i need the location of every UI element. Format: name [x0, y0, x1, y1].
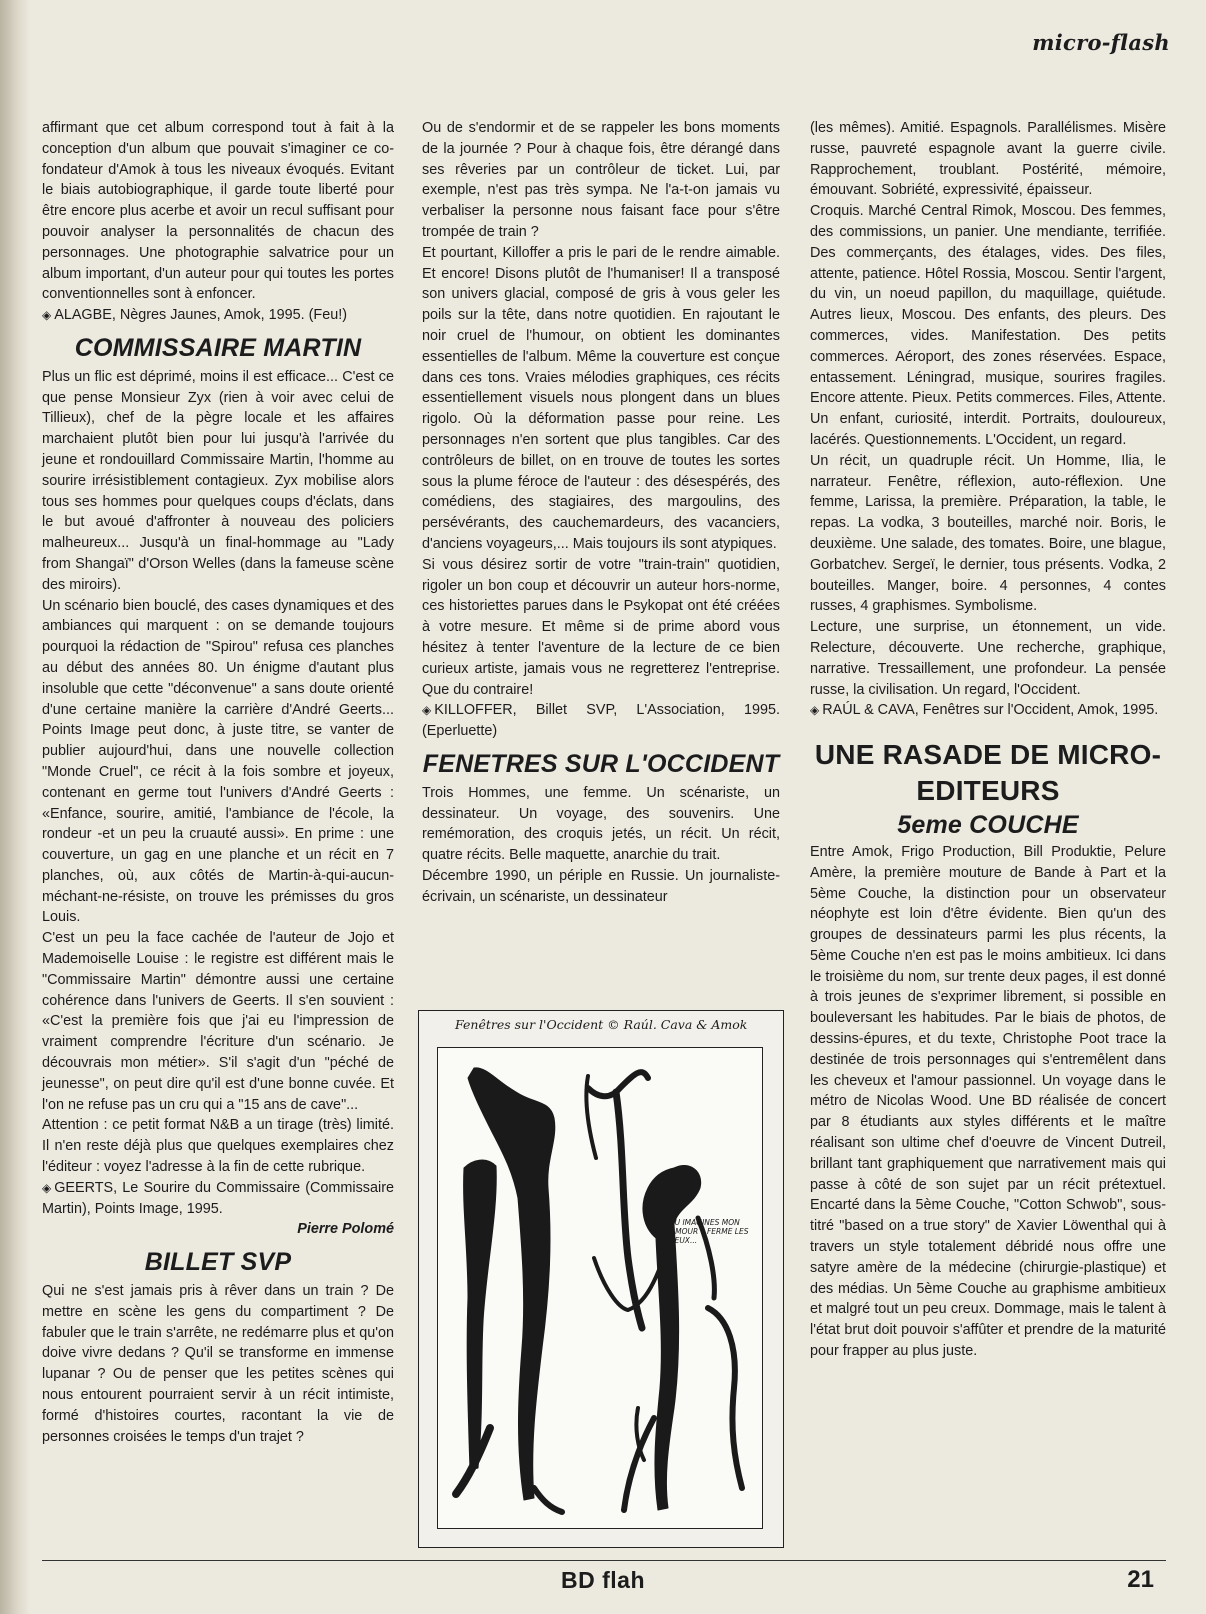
diamond-bullet-icon: ◈	[422, 703, 432, 718]
column-1	[42, 118, 394, 1447]
paragraph: Ou de s'endormir et de se rappeler les bons moments de la journée ? Pour à chaque fois, être dérangé dans ses rêveries par un contrôleur de ticket. Lui, par exemple, n'est pas très sympa. Ne l'a-t-on jamais vu verbaliser la personne nous faisant face pour s'être trompée de train ?	[422, 120, 780, 240]
diamond-bullet-icon: ◈	[810, 703, 820, 718]
diamond-bullet-icon: ◈	[42, 308, 52, 323]
illustration-frame	[437, 1047, 763, 1529]
paragraph: Décembre 1990, un périple en Russie. Un journaliste-écrivain, un scénariste, un dessinateur	[422, 867, 780, 905]
paragraph: Trois Hommes, une femme. Un scénariste, un dessinateur. Un voyage, des souvenirs. Une remémoration, des croquis jetés, un récit. Un récit, quatre récits. Belle maquette, anarchie du trait.	[422, 784, 780, 864]
page-edge-shadow	[0, 0, 30, 1614]
heading-fenetres-sur-occident: FENETRES SUR L'OCCIDENT	[422, 749, 780, 778]
column-3	[810, 118, 1166, 1362]
paragraph: C'est un peu la face cachée de l'auteur de Jojo et Mademoiselle Louise : le registre est différent mais le "Commissaire Martin" démontre aussi une certaine cohérence dans l'univers de Geerts. Il s'en souvient : «C'est la première fois que j'ai eu l'impression de vraiment comprendre l'écriture d'un scénario. Je découvrais mon métier». S'il s'agit d'un "péché de jeunesse", on peut dire qu'il est d'une bonne cuvée. Et l'on ne refuse pas un cru qui a "15 ans de cave"...	[42, 930, 394, 1113]
column-2	[422, 118, 780, 907]
credit-raul-cava: ◈ RAÚL & CAVA, Fenêtres sur l'Occident, Amok, 1995.	[810, 702, 1159, 719]
figure-caption: Fenêtres sur l'Occident © Raúl. Cava & Amok	[455, 1017, 748, 1032]
heading-5eme-couche: 5eme COUCHE	[897, 811, 1079, 840]
paragraph: Un scénario bien bouclé, des cases dynamiques et des ambiances qui marquent : on se demande toujours pourquoi la rédaction de "Spirou" refusa ces planches au début des années 80. Un énigme d'autant plus insoluble que cette "déconvenue" a sans doute orienté d'une certaine manière la carrière d'André Geerts... Points Image peut donc, à juste titre, se vanter de publier aujourd'hui, dans une nouvelle collection "Monde Cruel", ce récit à la fois sombre et joyeux, contenant en germe tout l'univers d'André Geerts : «Enfance, sourire, amitié, l'ambiance de l'école, la rondeur -et un peu la cruauté aussi». En prime : une couverture, un gag en une planche et un récit en 7 planches, où, aux côtés de Martin-à-qui-aucun-méchant-ne-résiste, on trouve les prémisses du gros Louis.	[42, 597, 394, 926]
heading-commissaire-martin: COMMISSAIRE MARTIN	[74, 333, 362, 362]
paragraph: Un récit, un quadruple récit. Un Homme, Ilia, le narrateur. Fenêtre, réflexion, auto-réflexion. Une femme, Larissa, la première. Préparation, la table, le repas. La vodka, 3 bouteilles, marché noir. Boris, le deuxième. Une salade, des tomates. Boire, une blague, Gorbatchev. Sergeï, le dernier, tous présents. Vodka, 2 bouteilles. Manger, boire. 4 personnes, 4 contes russes, 4 graphismes. Symbolisme.	[810, 452, 1166, 615]
credit-killoffer: ◈ KILLOFFER, Billet SVP, L'Association, 1995. (Eperluette)	[422, 702, 780, 740]
section-header: micro-flash	[1032, 30, 1170, 55]
author-signature: Pierre Polomé	[297, 1221, 394, 1238]
diamond-bullet-icon: ◈	[42, 1180, 52, 1195]
paragraph: Qui ne s'est jamais pris à rêver dans un train ? De mettre en scène les gens du compartiment ? De fabuler que le train s'arrête, ne redémarre plus et qu'on doive vivre dedans ? Qu'il se transforme en immense lupanar ? Ou de penser que les petites scènes qui nous entourent pourraient servir à un récit intimiste, formé d'histoires courtes, racontant la vie de personnes croisées le temps d'un trajet ?	[42, 1283, 394, 1445]
paragraph: Entre Amok, Frigo Production, Bill Produktie, Pelure Amère, la première mouture de Bande à Part et la 5ème Couche, la distinction pour un observateur néophyte est loin d'être évidente. Bien qu'un des groupes de dessinateurs parmi les plus récents, la 5ème Couche n'en est pas le moins ambitieux. Ici dans le troisième du nom, sur trente deux pages, il est donné à trois jeunes de s'exprimer librement, si possible en bouleversant les habitudes. Par le biais de photos, de dessins-épures, et du texte, Christophe Poot trace la destinée de trois personnages qui s'entremêlent dans les cheveux et l'amour passionnel. Un voyage dans le métro de Nicolas Wood. Une BD réalisée de concert par 8 étudiants aux styles différents et le maître réalisant son ultime chef d'oeuvre de Vincent Dutreil, brillant tant graphiquement que narrativement mais qui passe à côté de son sujet par un récit prétextuel. Encarté dans la 5ème Couche, "Cotton Schwob", sous-titré "based on a true story" de Xavier Löwenthal qui à travers un style totalement débridé nous offre une satyre amère de la médecine (chirurgie-plastique) et des médias. Un 5ème Couche au graphisme ambitieux et malgré tout un peu creux. Dommage, mais le talent à l'état brut doit pouvoir s'affûter et prendre de la maturité pour frapper au plus juste.	[810, 843, 1166, 1360]
credit-alagbe: ◈ ALAGBE, Nègres Jaunes, Amok, 1995. (Feu!)	[42, 307, 347, 324]
footer-rule	[42, 1560, 1166, 1561]
paragraph: Et pourtant, Killoffer a pris le pari de le rendre aimable. Et encore! Disons plutôt de l'humaniser! Il a transposé son univers glacial, composé de gris à vous geler les poils sur la tête, dans notre quotidien. En rajoutant le noir cruel de l'humour, on obtient les dominantes essentielles de l'album. Même la couverture est conçue dans ces tons. Vraies mélodies graphiques, ces récits essentiellement visuels nous plongent dans un blues rigolo. Où la déformation passe pour reine. Les personnages n'en sortent que plus tangibles. Car des contrôleurs de billet, on en trouve de toutes les sortes sous la plume féroce de l'auteur : des désespérés, des comédiens, des stagiaires, des margoulins, des persévérants, des cauchemardeurs, des vacanciers, d'anciens voyageurs,... Mais toujours ils sont atypiques.	[422, 244, 780, 552]
illustration-box	[418, 1010, 784, 1548]
paragraph: Si vous désirez sortir de votre "train-train" quotidien, rigoler un bon coup et découvrir un auteur hors-norme, ces historiettes parues dans le Psykopat ont été créées à votre mesure. Et même si de prime abord vous hésitez à tenter l'aventure de la lecture de ce bien curieux artiste, jamais vous ne regretterez l'entreprise. Que du contraire!	[422, 556, 780, 698]
page-number: 21	[1127, 1566, 1154, 1593]
footer-magazine-name: BD flah	[561, 1567, 645, 1593]
heading-rasade-micro-editeurs: UNE RASADE DE MICRO-EDITEURS	[814, 739, 1162, 807]
paragraph: (les mêmes). Amitié. Espagnols. Parallélismes. Misère russe, pauvreté espagnole avant la guerre civile. Rapprochement, troublant. Postérité, mémoire, émouvant. Sobriété, expressivité, épaisseur.	[810, 120, 1166, 199]
speech-bubble-text: TU IMAGINES MON AMOUR ? FERME LES YEUX...	[670, 1218, 749, 1245]
paragraph: Croquis. Marché Central Rimok, Moscou. Des femmes, des commissions, un panier. Une mendiante, terrifiée. Des commerçants, des étalages, vides. Des files, attente, patience. Hôtel Rossia, Moscou. Sentir l'argent, du vin, un noeud papillon, du maquillage, quiétude. Autres lieux, Moscou. Des enfants, des pleurs. Des commerces, vides. Manifestation. Des petits commerces. Aéroport, des zones réservées. Espace, entassement. Léningrad, musique, sourires fragiles. Encore attente. Pieux. Petits commerces. Files, Attente. Un enfant, curiosité, interdit. Portraits, douloureux, lacérés. Questionnements. L'Occident, un regard.	[810, 203, 1166, 448]
paragraph: Plus un flic est déprimé, moins il est efficace... C'est ce que pense Monsieur Zyx (rien à voir avec celui de Tillieux), chef de la pègre locale et les affaires marchaient plutôt bien pour lui jusqu'à l'arrivée du jeune et rondouillard Commissaire Martin, l'homme au sourire irrésistiblement contagieux. Zyx mobilise alors tous ses hommes pour quelques coups d'éclats, dans le but avoué d'affronter à nouveau des policiers malheureux... Jusqu'à un final-hommage au "Lady from Shangaï" d'Orson Welles (dans la fameuse scène des miroirs).	[42, 368, 394, 593]
paragraph: Lecture, une surprise, un étonnement, un vide. Relecture, découverte. Une recherche, graphique, narrative. Tressaillement, une profondeur. La pensée russe, la civilisation. Un regard, l'Occident.	[810, 619, 1166, 698]
illustration-figures	[438, 1048, 762, 1528]
credit-geerts: ◈ GEERTS, Le Sourire du Commissaire (Commissaire Martin), Points Image, 1995.	[42, 1179, 394, 1217]
paragraph: Attention : ce petit format N&B a un tirage (très) limité. Il n'en reste déjà plus que quelques exemplaires chez l'éditeur : voyez l'adresse à la fin de cette rubrique.	[42, 1117, 394, 1176]
review-alagbe-text: affirmant que cet album correspond tout à fait à la conception d'un album que pouvait s'imaginer ce co-fondateur d'Amok à tous les niveaux évoqués. Evitant le biais autobiographique, il garde toute liberté pour être encore plus acerbe et avoir un recul suffisant pour pouvoir analyser la personnalités de chacun des personnages. Une photographie salvatrice pour un album important, d'un auteur pour qui toutes les portes conventionnelles sont à enfoncer.	[42, 120, 394, 303]
heading-billet-svp: BILLET SVP	[144, 1248, 292, 1277]
